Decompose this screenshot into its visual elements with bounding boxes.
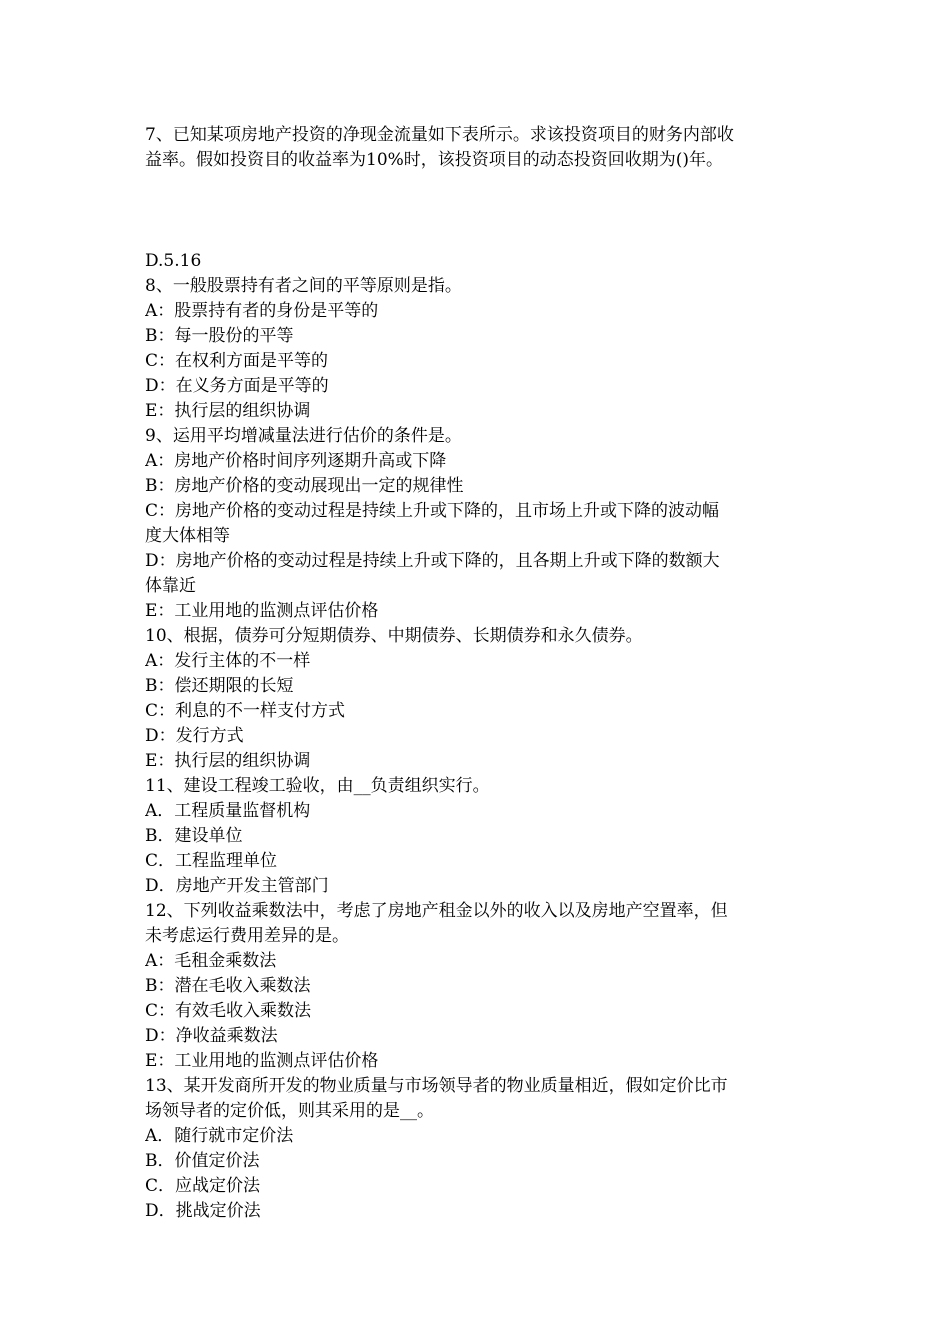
text-line: D．挑战定价法 [145, 1201, 261, 1221]
text-line: B：房地产价格的变动展现出一定的规律性 [145, 476, 464, 496]
text-line: A：股票持有者的身份是平等的 [145, 301, 379, 321]
text-line: 10、根据，债券可分短期债券、中期债券、长期债券和永久债券。 [145, 626, 643, 646]
text-line: D：发行方式 [145, 726, 244, 746]
text-line: 13、某开发商所开发的物业质量与市场领导者的物业质量相近，假如定价比市 [145, 1076, 728, 1096]
missing-table-gap [145, 173, 810, 249]
text-line: B：潜在毛收入乘数法 [145, 976, 311, 996]
document-body [145, 249, 810, 1224]
text-line: C：在权利方面是平等的 [145, 351, 329, 371]
text-line: D．房地产开发主管部门 [145, 876, 329, 896]
text-line: D.5.16 [145, 251, 202, 271]
text-line: C：房地产价格的变动过程是持续上升或下降的，且市场上升或下降的波动幅 [145, 501, 720, 521]
question-7-line-2: 益率。假如投资目的收益率为10%时，该投资项目的动态投资回收期为()年。 [145, 150, 724, 170]
text-line: C．应战定价法 [145, 1176, 261, 1196]
text-line: C：有效毛收入乘数法 [145, 1001, 312, 1021]
text-line: 场领导者的定价低，则其采用的是__。 [145, 1101, 434, 1121]
document-page [145, 123, 810, 1224]
text-line: E：工业用地的监测点评估价格 [145, 1051, 379, 1071]
text-line: 12、下列收益乘数法中，考虑了房地产租金以外的收入以及房地产空置率，但 [145, 901, 728, 921]
text-line: 9、运用平均增减量法进行估价的条件是。 [145, 426, 462, 446]
text-line: C：利息的不一样支付方式 [145, 701, 346, 721]
text-line: B．价值定价法 [145, 1151, 260, 1171]
text-line: E：执行层的组织协调 [145, 751, 311, 771]
text-line: 8、一般股票持有者之间的平等原则是指。 [145, 276, 462, 296]
question-7-line-1: 7、已知某项房地产投资的净现金流量如下表所示。求该投资项目的财务内部收 [145, 125, 734, 145]
text-line: 11、建设工程竣工验收，由__负责组织实行。 [145, 776, 490, 796]
text-line: A．工程质量监督机构 [145, 801, 311, 821]
text-line: A：房地产价格时间序列逐期升高或下降 [145, 451, 447, 471]
text-line: B：每一股份的平等 [145, 326, 294, 346]
text-line: B：偿还期限的长短 [145, 676, 294, 696]
text-line: C．工程监理单位 [145, 851, 278, 871]
text-line: 体靠近 [145, 576, 196, 596]
text-line: 未考虑运行费用差异的是。 [145, 926, 349, 946]
text-line: D：净收益乘数法 [145, 1026, 278, 1046]
text-line: E：执行层的组织协调 [145, 401, 311, 421]
text-line: 度大体相等 [145, 526, 230, 546]
text-line: B．建设单位 [145, 826, 243, 846]
text-line: E：工业用地的监测点评估价格 [145, 601, 379, 621]
text-line: D：在义务方面是平等的 [145, 376, 329, 396]
text-line: A：毛租金乘数法 [145, 951, 277, 971]
text-line: D：房地产价格的变动过程是持续上升或下降的，且各期上升或下降的数额大 [145, 551, 720, 571]
text-line: A：发行主体的不一样 [145, 651, 311, 671]
text-line: A．随行就市定价法 [145, 1126, 294, 1146]
